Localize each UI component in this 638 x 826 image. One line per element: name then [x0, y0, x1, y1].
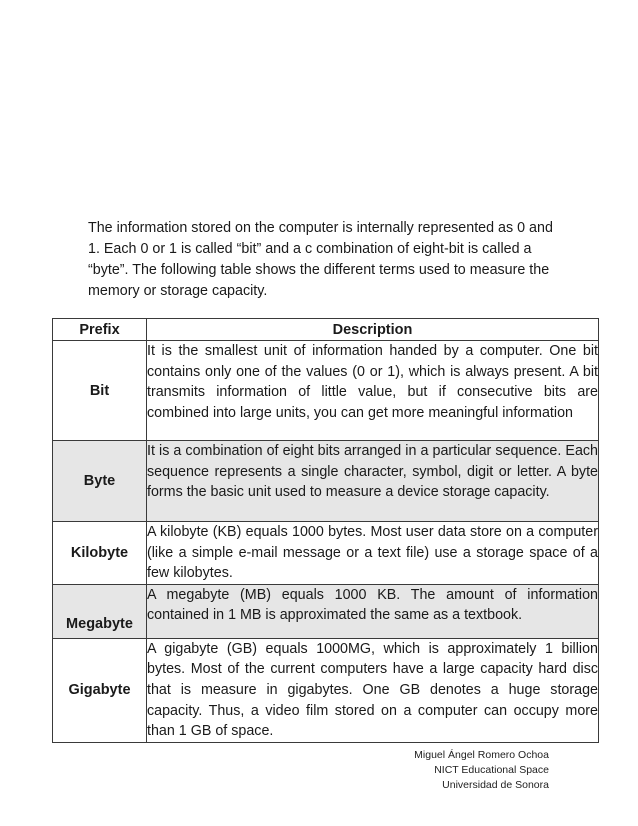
intro-paragraph: The information stored on the computer is internally represented as 0 and 1. Each 0 or 1 is called “bit” and a c combination of eight-bit is called a “byte”. The following table shows the different terms used to measure the memory or storage capacity. — [88, 220, 553, 299]
prefix-cell: Gigabyte — [53, 638, 147, 742]
table-row — [53, 638, 599, 742]
description-cell: A megabyte (MB) equals 1000 KB. The amount of information contained in 1 MB is approximated the same as a textbook. — [147, 584, 599, 638]
storage-terms-table — [52, 318, 599, 743]
prefix-cell: Megabyte — [53, 584, 147, 638]
description-cell: A gigabyte (GB) equals 1000MG, which is approximately 1 billion bytes. Most of the current computers have a large capacity hard disc that is measure in gigabytes. One GB denotes a huge storage capacity. Thus, a video film stored on a computer can occupy more than 1 GB of space. — [147, 638, 599, 742]
footer-credits — [414, 748, 549, 793]
table-row — [53, 441, 599, 522]
header-description: Description — [147, 319, 599, 341]
description-cell: It is the smallest unit of information handed by a computer. One bit contains only one of the values (0 or 1), which is always present. A bit transmits information of little value, but if consecutive bits are combined into large units, you can get more meaningful information — [147, 341, 599, 441]
prefix-cell: Kilobyte — [53, 522, 147, 585]
footer-org: NICT Educational Space — [434, 764, 549, 776]
table-row — [53, 341, 599, 441]
footer-author: Miguel Ángel Romero Ochoa — [414, 749, 549, 761]
table-header-row — [53, 319, 599, 341]
footer-university: Universidad de Sonora — [442, 779, 549, 791]
prefix-cell: Bit — [53, 341, 147, 441]
prefix-cell: Byte — [53, 441, 147, 522]
description-cell: It is a combination of eight bits arranged in a particular sequence. Each sequence represents a single character, symbol, digit or letter. A byte forms the basic unit used to measure a device storage capacity. — [147, 441, 599, 522]
header-prefix: Prefix — [53, 319, 147, 341]
table-row — [53, 522, 599, 585]
description-cell: A kilobyte (KB) equals 1000 bytes. Most user data store on a computer (like a simple e-mail message or a text file) use a storage space of a few kilobytes. — [147, 522, 599, 585]
table-row — [53, 584, 599, 638]
